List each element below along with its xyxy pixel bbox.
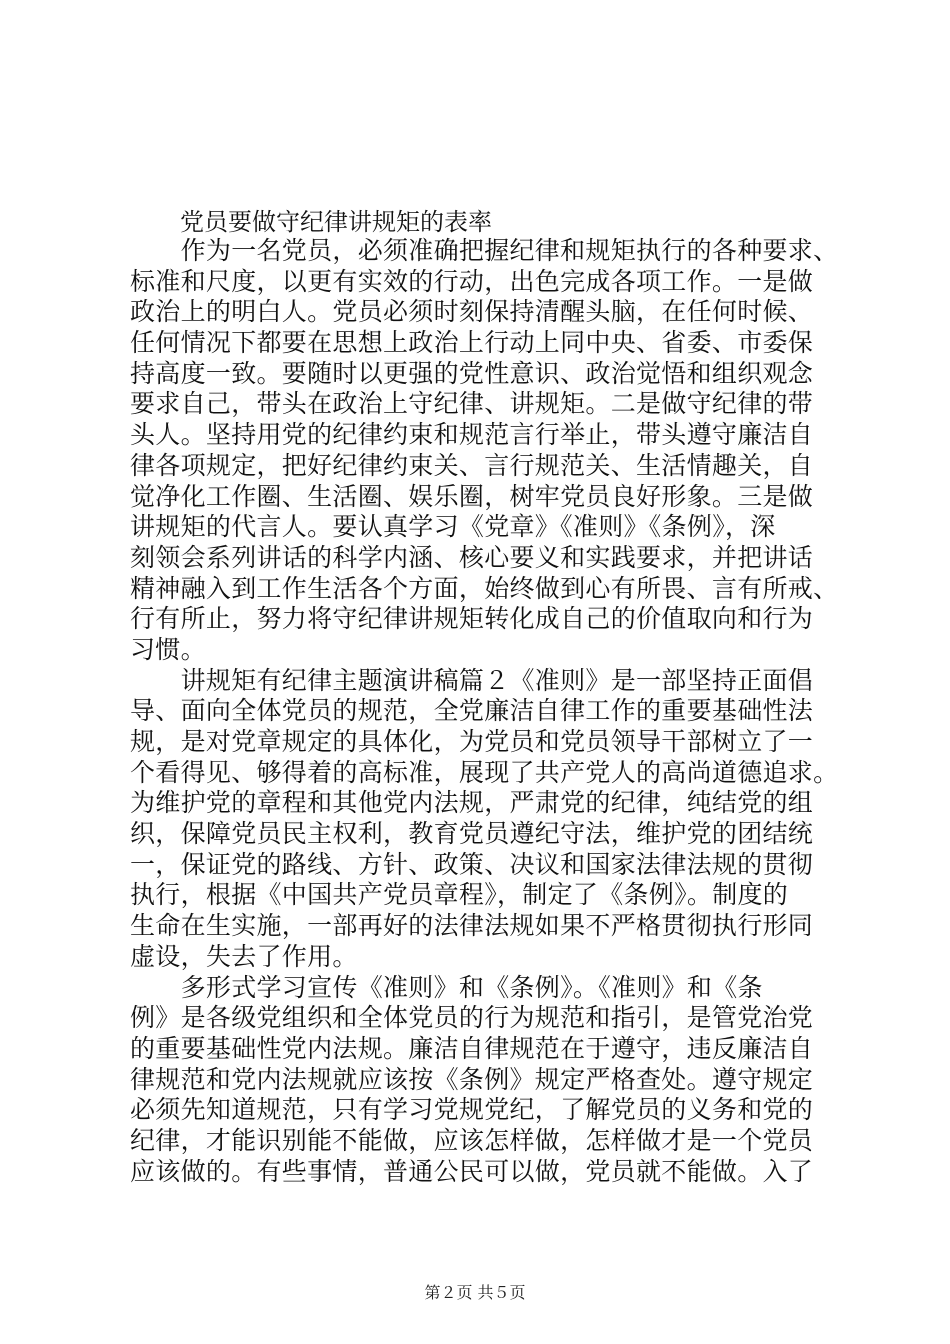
- body-line: 习惯。: [130, 634, 206, 664]
- body-line: 刻领会系列讲话的科学内涵、核心要义和实践要求，并把讲话: [130, 542, 814, 572]
- body-line: 头人。坚持用党的纪律约束和规范言行举止，带头遵守廉洁自: [130, 420, 814, 450]
- document-body: [130, 236, 839, 1187]
- body-line: 的重要基础性党内法规。廉洁自律规范在于遵守，违反廉洁自: [130, 1033, 814, 1063]
- body-line: 织，保障党员民主权利，教育党员遵纪守法，维护党的团结统: [130, 819, 814, 849]
- body-line: 纪律，才能识别能不能做，应该怎样做，怎样做才是一个党员: [130, 1125, 814, 1155]
- body-line: 虚设，失去了作用。: [130, 941, 358, 971]
- body-line: 行有所止，努力将守纪律讲规矩转化成自己的价值取向和行为: [130, 604, 814, 634]
- body-line: 任何情况下都要在思想上政治上行动上同中央、省委、市委保: [130, 328, 814, 358]
- document-title: 党员要做守纪律讲规矩的表率: [180, 208, 492, 236]
- page-footer: 第２页 共５页: [424, 1283, 526, 1302]
- body-line: 例》是各级党组织和全体党员的行为规范和指引，是管党治党: [130, 1003, 814, 1033]
- body-line: 为维护党的章程和其他党内法规，严肃党的纪律，纯结党的组: [130, 788, 814, 818]
- body-line: 讲规矩有纪律主题演讲稿篇２《准则》是一部坚持正面倡: [130, 665, 814, 695]
- body-line: 多形式学习宣传《准则》和《条例》。《准则》和《条: [130, 972, 763, 1002]
- body-line: 一，保证党的路线、方针、政策、决议和国家法律法规的贯彻: [130, 849, 814, 879]
- body-line: 作为一名党员，必须准确把握纪律和规矩执行的各种要求、: [130, 236, 839, 265]
- body-line: 应该做的。有些事情，普通公民可以做，党员就不能做。入了: [130, 1156, 814, 1186]
- body-line: 持高度一致。要随时以更强的党性意识、政治觉悟和组织观念: [130, 358, 814, 388]
- body-line: 执行，根据《中国共产党员章程》，制定了《条例》。制度的: [130, 880, 789, 910]
- body-line: 律规范和党内法规就应该按《条例》规定严格查处。遵守规定: [130, 1064, 814, 1094]
- body-line: 要求自己，带头在政治上守纪律、讲规矩。二是做守纪律的带: [130, 389, 814, 419]
- body-line: 生命在生实施，一部再好的法律法规如果不严格贯彻执行形同: [130, 911, 814, 941]
- body-line: 讲规矩的代言人。要认真学习《党章》《准则》《条例》，深: [130, 512, 776, 542]
- body-line: 规，是对党章规定的具体化，为党员和党员领导干部树立了一: [130, 727, 814, 756]
- body-line: 导、面向全体党员的规范，全党廉洁自律工作的重要基础性法: [130, 696, 814, 726]
- body-line: 个看得见、够得着的高标准，展现了共产党人的高尚道德追求。: [130, 757, 839, 787]
- body-line: 精神融入到工作生活各个方面，始终做到心有所畏、言有所戒、: [130, 573, 839, 603]
- body-line: 觉净化工作圈、生活圈、娱乐圈，树牢党员良好形象。三是做: [130, 481, 814, 511]
- body-line: 政治上的明白人。党员必须时刻保持清醒头脑，在任何时候、: [130, 297, 814, 327]
- body-line: 律各项规定，把好纪律约束关、言行规范关、生活情趣关，自: [130, 450, 814, 480]
- body-line: 标准和尺度，以更有实效的行动，出色完成各项工作。一是做: [130, 266, 814, 296]
- body-line: 必须先知道规范，只有学习党规党纪，了解党员的义务和党的: [130, 1095, 814, 1125]
